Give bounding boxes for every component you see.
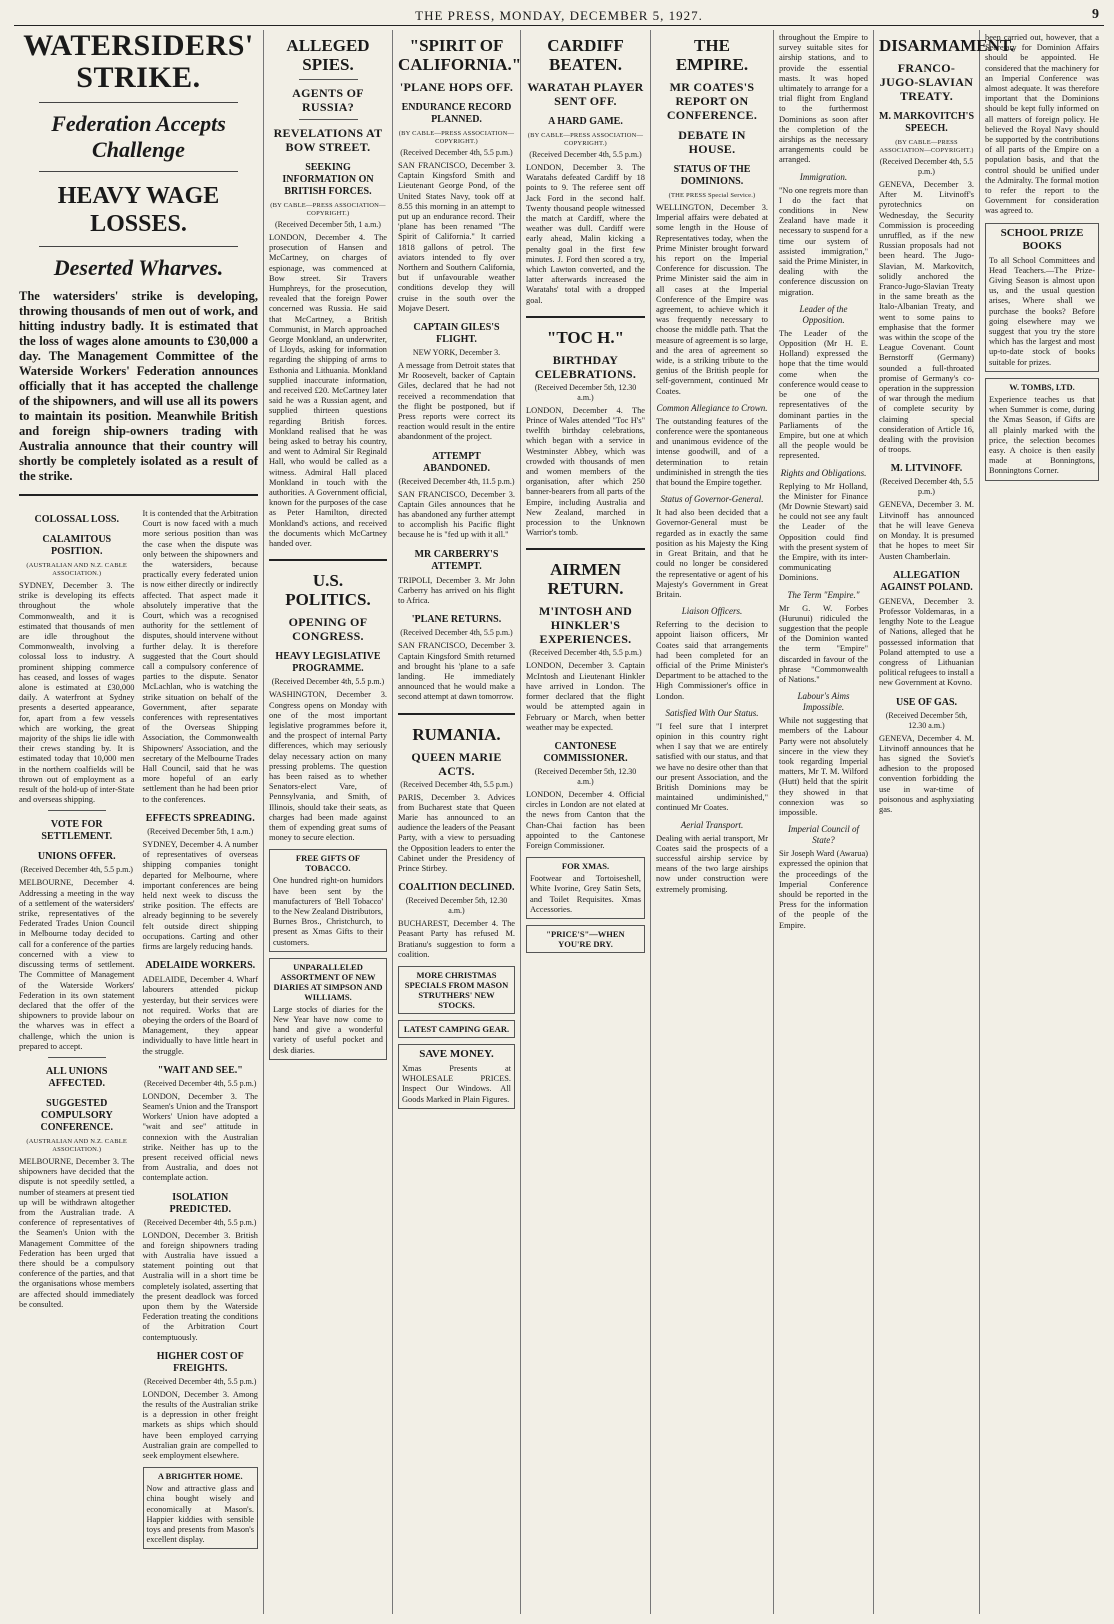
ad-body: Footwear and Tortoiseshell, White Ivorine, Grey Satin Sets, and Toilet Requisites. Xmas Accessories. [530,874,641,914]
divider [48,1057,106,1058]
article-empire-conclusion [980,30,1104,1614]
section-subhead: Satisfied With Our Status. [665,707,759,718]
section-title: COALITION DECLINED. [398,882,515,894]
article-cardiff-beaten [521,30,651,1614]
divider [48,810,106,811]
section-subhead: Rights and Obligations. [780,467,867,478]
article-the-empire [651,30,774,1614]
article-body: SAN FRANCISCO, December 3. Captain Kingsford Smith and Lieutenant George Pond, of the United States Navy, took off at 8.55 this morning in an attempt to put up an endurance record. Their 'plane has been renamed "The Spirit of California." It carried 1818 gallons of petrol. The aviators intended to fly over Northern and Southern California, but if unfavourable weather conditions develop they will cruise in the south over the Mojave Desert. [398,161,515,313]
headline: "TOC H." [546,327,625,347]
special-service-credit: (THE PRESS Special Service.) [668,192,756,199]
subcolumn-right [143,506,259,1549]
article-body: It had also been decided that a Governor-General must be regarded as in exactly the same position as his Majesty the King in Great Britain, and that he could no longer be considered the representative or agent of his Majesty's Government in Great Britain. [656,508,768,599]
divider [19,494,258,496]
section-subhead: Liaison Officers. [681,606,743,617]
article-body: Replying to Mr Holland, the Minister for Finance (Mr Downie Stewart) said he could not see any fault the Leader of the Opposition could find with the present system of the Empire, with its inter-communicating Dominions. [779,481,868,583]
cable-credit: (AUSTRALIAN AND N.Z. CABLE ASSOCIATION.) [26,1137,128,1153]
article-body: SYDNEY, December 4. A number of representatives of overseas shipping companies tonight departed for Melbourne, where important conferences are being held next week to discuss the strike position. The effects are already beginning to be severely felt outside direct shipping occupations. Carting and other firms are largely reducing hands. [142,839,258,951]
subheadline: SEEKING INFORMATION ON BRITISH FORCES. [282,162,374,197]
headline: ALLEGED SPIES. [286,36,370,74]
article-body: SYDNEY, December 3. The strike is developing its effects throughout the whole Commonwealth, and it is estimated that thousands of men are idle throughout the Commonwealth, involving a colossal loss to industry. A prominent shipping commerce has ceased, and losses of wages alone is estimated at £30,000 daily. A waterfront at Sydney presents a deserted appearance, for, apart from a few vessels which are working, the great majority of the ships lie idle with their crews standing by. It is estimated today that 10,000 men in the northern coalfields will be thrown out of employment as a result of the hold-up of inter-State and overseas shipping. [19,581,135,805]
divider [526,548,645,550]
advertisement [269,958,387,1060]
article-body: Mr G. W. Forbes (Hurunui) ridiculed the suggestion that the people of the Dominion wanted the term "Empire" discarded in favour of the phrase "Commonwealth of Nations." [779,603,868,684]
advertisement [398,966,515,1014]
cable-credit: (BY CABLE—PRESS ASSOCIATION—COPYRIGHT.) [270,202,386,217]
advertisement [143,1467,259,1549]
article-body: GENEVA, December 3. Professor Voldemaras, in a lengthy Note to the League of Nations, alleged that he possessed information that Poland attempted to use a congress of Lithuanian political refugees to install a new Government at Kovno. [879,596,974,688]
section-title: "WAIT AND SEE." [157,1064,243,1076]
article-disarmament [874,30,1015,1614]
ad-title: LATEST CAMPING GEAR. [403,1023,510,1034]
received-line: (Received December 5th, 12.30 a.m.) [405,896,508,916]
subheadline: FRANCO-JUGO-SLAVIAN TREATY. [879,61,974,103]
article-body: "No one regrets more than I do the fact that conditions in New Zealand have made it necessary to suspend for a time our system of assisted immigration," said the Prime Minister, in dealing with the conference discussion on migration. [779,185,868,297]
divider [299,119,358,120]
ad-title: SAVE MONEY. [419,1047,494,1060]
cable-credit: (BY CABLE—PRESS ASSOCIATION—COPYRIGHT.) [527,132,644,147]
advertisement [985,378,1099,481]
subheadline: HEAVY LEGISLATIVE PROGRAMME. [275,651,381,675]
section-title: USE OF GAS. [895,696,958,708]
article-body: SAN FRANCISCO, December 3. Captain Giles announces that he has abandoned any further attempt to accomplish his Pacific flight because he is "fed up with it all." [398,489,515,540]
article-body: SAN FRANCISCO, December 3. Captain Kingsford Smith returned and brought his 'plane to a safe landing. He immediately announced that he would make a second attempt at dawn tomorrow. [398,641,515,702]
headline: RUMANIA. [412,724,501,744]
article-body: LONDON, December 3. Captain McIntosh and Lieutenant Hinkler have arrived in London. The former declared that the flight would be attempted again in February or March, when better weather may be expected. [526,661,645,732]
received-line: (Received December 4th, 5.5 p.m.) [400,628,513,638]
subheadline: A HARD GAME. [548,116,623,127]
ad-body: Experience teaches us that when Summer is come, during the Xmas Season, if Gifts are all plainly marked with the price, the selection becomes easy. A choice is then easily made at Bonningtons, Bonningtons Corner. [989,394,1095,476]
article-body: LONDON, December 3. The Waratahs defeated Cardiff by 18 points to 9. The referee sent off Jack Ford in the second half. Twenty thousand people witnessed the match at Cardiff, where the weather was dull. Cardiff were early ahead, Malin kicking a penalty goal in the first few minutes. J. Ford then scored a try, which Lawton converted, and the latter afterwards increased the Waratahs' total with a dropped goal. [526,163,645,305]
article-body: TRIPOLI, December 3. Mr John Carberry has arrived on his flight to Africa. [398,575,515,606]
subcolumns [19,506,258,1549]
received-line: (Received December 5th, 12.30 a.m.) [534,382,637,402]
received-line: (Received December 4th, 5.5 p.m.) [271,677,385,687]
section-subhead: Aerial Transport. [680,819,744,830]
ad-body: Large stocks of diaries for the New Year have now come to hand and give a wonderful variety of useful pocket and desk diaries. [273,1004,383,1055]
section-title: M. LITVINOFF. [890,463,963,475]
ad-title: FREE GIFTS OF TOBACCO. [295,853,361,874]
subheadline: OPENING OF CONGRESS. [288,615,368,644]
article-body: WELLINGTON, December 3. Imperial affairs were debated at some length in the House of Representatives today, when the Prime Minister brought forward his report on the Imperial Conference for discussion. The Prime Minister said the aim in all cases at the Imperial Conference of the Empire was agreement, to achieve which it was frequently necessary to choose the middle path. That the measure of agreement is so large, and the area of agreement so wide, is a striking tribute to the genius of the British people for self-government, continued Mr Coates. [656,203,768,396]
article-body: been carried out, however, that a Secretary for Dominion Affairs should be appointed. He considered that the machinery for an Imperial Conference was almost adequate. It was therefore important that the Dominions should be kept fully informed on all matters of foreign policy. He believed the Royal Navy should be supported by the contributions of all parts of the Empire on a population basis, and that the control should be unified under the Admiralty. The formal motion to refer the report to the Government for consideration was agreed to. [985,33,1099,216]
section-subhead: Leader of the Opposition. [799,303,848,325]
received-line: (Received December 4th, 5.5 p.m.) [144,1217,257,1227]
advertisement [985,223,1099,372]
cable-credit: (BY CABLE—PRESS ASSOCIATION—COPYRIGHT.) [879,139,974,154]
article-body: Sir Joseph Ward (Awarua) expressed the opinion that the proceedings of the Imperial Conference should be reported in the Press for the information of the people of the Empire. [779,849,868,930]
ad-body: To all School Committees and Head Teachers.—The Prize-Giving Season is almost upon us, and the usual question arises, Where shall we purchase the books? Before going elsewhere may we suggest that you try the store which has the largest and most up-to-date stock of books suitable for prizes. [989,255,1095,367]
article-body: LONDON, December 4. Official circles in London are not elated at the news from Canton that the Chan-Chai faction has been appointed to the Cantonese Foreign Commissioner. [526,789,645,850]
article-body: "I feel sure that I interpret opinion in this country right when I say that we are entirely satisfied with our status, and that we have no desire other than that our present Association, and the British Dominions may be maintained undiminished," continued Mr Coates. [656,721,768,813]
received-line: (Received December 4th, 5.5 p.m.) [20,865,133,875]
subheadline: AGENTS OF RUSSIA? [292,86,364,114]
section-title: HIGHER COST OF FREIGHTS. [156,1350,244,1374]
subheadline-federation: Federation Accepts Challenge [51,111,226,162]
article-watersiders-strike [14,30,264,1614]
article-body: A message from Detroit states that Mr Roosevelt, backer of Captain Giles, declared that he had not received a recommendation that the flight be postponed, but if Press reports were correct its reaction would result in the entire abandonment of the project. [398,361,515,442]
columns [14,30,1104,1614]
advertisement [398,1020,515,1038]
received-line: (Received December 5th, 1 a.m.) [147,826,254,836]
section-title: CANTONESE COMMISSIONER. [543,740,628,764]
received-line: (Received December 4th, 5.5 p.m.) [144,1078,257,1088]
section-subtitle: UNIONS OFFER. [37,851,116,863]
article-body: MELBOURNE, December 3. The shipowners have decided that the dispute is not speedily settled, a number of steamers at present tied up will be withdrawn altogether from the Australian trade. A conference of representatives of the Seamen's Union with the Management Committee of the Federation has been urged that there should be a compulsory conference of the parties, and that the organisations whose members are affected should immediately be consulted. [19,1156,135,1309]
divider [39,171,238,172]
headline: THE EMPIRE. [675,36,749,74]
ad-title: A BRIGHTER HOME. [157,1471,243,1482]
article-body: Referring to the decision to appoint liaison officers, Mr Coates said that arrangements had been completed for an official of the Prime Minister's Department to be attached to the High Commissioner's office in London. [656,620,768,701]
cable-credit: (AUSTRALIAN AND N.Z. CABLE ASSOCIATION.) [26,562,128,577]
section-title: ISOLATION PREDICTED. [169,1191,231,1215]
article-body: throughout the Empire to survey suitable sites for airship stations, and to provide the essential masts. It was hoped ultimately to arrange for a trial flight from England to the furthermost Dominions as soon after the completion of the airships as the necessary arrangements could be arranged. [779,33,868,165]
received-line: (Received December 4th, 5.5 p.m.) [400,779,513,789]
headline: AIRMEN RETURN. [547,560,624,599]
advertisement [398,1044,515,1109]
section-subtitle: CALAMITOUS POSITION. [42,534,112,557]
article-body: GENEVA, December 3. M. Litvinoff has announced that he will leave Geneva on Monday. It is presumed that he hopes to meet Sir Austen Chamberlain. [879,500,974,561]
subheadline: WARATAH PLAYER SENT OFF. [527,80,644,108]
subheadline: BIRTHDAY CELEBRATIONS. [534,352,637,381]
headline: CARDIFF BEATEN. [547,36,624,74]
subheadline: QUEEN MARIE ACTS. [411,749,502,778]
divider [299,79,358,80]
article-body: Dealing with aerial transport, Mr Coates said the prospects of a successful airship service by means of the two large airships now under construction were extremely promising. [656,833,768,894]
article-body: While not suggesting that members of the Labour Party were not absolutely sincere in the view they took regarding Imperial matters, Mr T. M. Wilford (Hutt) held that the spirit they showed in that connexion was so impossible. [779,716,868,817]
headline: DISARMAMENT. [879,36,1015,55]
ad-title: UNPARALLELED ASSORTMENT OF NEW DIARIES AT SIMPSON AND WILLIAMS. [273,961,383,1002]
section-title: 'PLANE RETURNS. [411,614,502,626]
section-subhead: Labour's Aims Impossible. [797,691,850,713]
divider [526,316,645,318]
subheadline: REVELATIONS AT BOW STREET. [273,126,383,154]
ad-body: Xmas Presents at WHOLESALE PRICES. Inspect Our Windows. All Goods Marked in Plain Figures. [402,1063,511,1104]
ad-title: SCHOOL PRIZE BOOKS [1000,226,1084,252]
divider [39,102,238,103]
subheadline: DEBATE IN HOUSE. [678,128,746,156]
article-spirit-of-california [393,30,521,1614]
received-line: (Received December 4th, 5.5 p.m.) [529,648,642,658]
article-empire-continued [774,30,874,1614]
article-body: PARIS, December 3. Advices from Bucharest state that Queen Marie has announced to an audience the leaders of the Peasant Party, with a view to persuading the Opposition leaders to enter the Cabinet under the Presidency of Prince Stirbey. [398,792,515,873]
received-line: (Received December 4th, 5.5 p.m.) [879,477,974,497]
article-body: GENEVA, December 4. M. Litvinoff announces that he has signed the Soviet's adhesion to the proposed convention forbidding the use in war-time of poisonous and asphyxiating gas. [879,733,974,814]
section-subhead: Status of Governor-General. [660,494,764,505]
subheadline: MR COATES'S REPORT ON CONFERENCE. [666,80,758,122]
received-line: (Received December 5th, 12.30 a.m.) [534,766,637,786]
headline: "SPIRIT OF CALIFORNIA." [398,36,522,74]
divider [398,713,515,715]
section-title: VOTE FOR SETTLEMENT. [41,819,113,843]
article-body: LONDON, December 3. British and foreign shipowners trading with Australia have issued a statement pointing out that Australia will in a short time be completely isolated, asserting that the present deadlock was forced upon them by the Waterside Federation treating the conditions of the Arbitration Court contemptuously. [142,1230,258,1342]
article-body: BUCHAREST, December 4. The Peasant Party has refused M. Bratianu's suggestion to form a coalition. [398,919,515,959]
section-title: ATTEMPT ABANDONED. [423,450,490,474]
article-body: ADELAIDE, December 4. Wharf labourers attended pickup yesterday, but their services were not required. Works that are obeying the orders of the Board of Management, they appear individually to have little heart in the struggle. [142,975,258,1056]
dateline: NEW YORK, December 3. [412,348,501,358]
section-title: ALL UNIONS AFFECTED. [46,1065,108,1089]
cable-credit: (BY CABLE—PRESS ASSOCIATION—COPYRIGHT.) [398,130,515,145]
divider [269,559,387,561]
advertisement [526,857,645,919]
article-body: LONDON, December 3. The Seamen's Union and the Transport Workers' Union have adopted a "wait and see" attitude in connexion with the Australian strike. Neither has up to the present received official news from Australia, and does not contemplate action. [142,1091,258,1183]
subheadline: M'INTOSH AND HINKLER'S EXPERIENCES. [538,604,633,647]
section-subtitle: SUGGESTED COMPULSORY CONFERENCE. [40,1097,113,1133]
subcolumn-left [19,506,135,1549]
received-line: (Received December 4th, 5.5 p.m.) [529,150,642,159]
received-line: (Received December 5th, 12.30 a.m.) [885,710,968,730]
section-title: COLOSSAL LOSS. [34,514,119,525]
received-line: (Received December 5th, 1 a.m.) [275,220,381,229]
advertisement [526,925,645,953]
section-title: ALLEGATION AGAINST POLAND. [880,569,973,593]
subheadline: 'PLANE HOPS OFF. [399,80,514,94]
section-subhead: Imperial Council of State? [788,824,859,846]
headline: U.S. POLITICS. [285,571,371,610]
article-body: GENEVA, December 3. After M. Litvinoff's pyrotechnics on Wednesday, the Security Commission is proceeding unruffled, as if the new Russian proposals had not been heard. The Jugo-Slavian, M. Markovitch, solidly anchored the Franco-Jugo-Slavian Treaty in the same breath as the Italo-Albanian Treaty, and went to some pains to emphasise that the former was within the scope of the League Covenant. Count Bernstorff (Germany) sounded a full-throated promise of Germany's co-operation in the suppression of war through the medium of complete security by claiming special consideration of Article 16, dealing with the provision of troops. [879,180,974,455]
article-body: LONDON, December 4. The Prince of Wales attended "Toc H's" twelfth birthday celebrations, which began with a service in Westminster Abbey, which was crowded with thousands of men and women members of the organisation, after which 250 banner-bearers from all parts of the Empire, including Australia and New Zealand, marched in procession to the Unknown Warrior's tomb. [526,405,645,538]
article-body: It is contended that the Arbitration Court is now faced with a much more serious position than was the case when the dispute was only between the shipowners and the watersiders, because practically every federated union is now either directly or indirectly affected. That aspect made it absolutely imperative that the Court, which was a recognised authority for the settlement of disputes, should intervene without further delay. It is therefore suggested that the Court should call a compulsory conference of parties to the dispute. Senator McLachlan, who is watching the strike situation on behalf of the Government, after separate conferences with representatives of the Overseas Shipping Association, the Commonwealth Shipowners' Association, and the secretary of the Melbourne Trades Hall Council, said that he was more hopeful of an early settlement than he had been prior to the conferences. [142,509,258,804]
ad-body: Now and attractive glass and china bought wisely and economically at Mason's. Happier kiddies with sensible toys and presents from Mason's excellent display. [146,1484,254,1545]
ad-body: One hundred right-on humidors have been sent by the manufacturers of 'Bell Tobacco' to the New Zealand Distributors, Burnes Bros., Christchurch, to present as Xmas Gifts to their customers. [273,876,384,947]
article-body: WASHINGTON, December 3. Congress opens on Monday with one of the most important legislative programmes before it, and the prospect of internal Party differences, which may seriously delay necessary action on many pressing problems. The question has been raised as to whether Senators-elect Vare, of Pennsylvania, and Smith, of Illinois, should take their seats, as charges had been made against them of expending great sums of money to secure election. [269,690,387,843]
subheadline: STATUS OF THE DOMINIONS. [673,164,751,187]
section-subhead: The Term "Empire." [787,589,860,600]
article-body: The Leader of the Opposition (Mr H. E. Holland) expressed the hope that the time would come when the conference would cease to be one of the representatives of the dominant parties in the Parliaments of the Empire, but one at which all the people would be represented. [779,328,868,461]
headline-watersiders: WATERSIDERS' [23,29,254,62]
received-line: (Received December 4th, 5.5 p.m.) [400,148,513,157]
headline-strike: STRIKE. [76,61,201,94]
lead-paragraph: The watersiders' strike is developing, throwing thousands of men out of work, and hitting industry badly. It is estimated that the loss of wages alone amounts to £30,000 a day. The Management Committee of the Waterside Workers' Federation announces officially that it has accepted the challenge of the shipowners, and will use all its powers to maintain its position. Meanwhile British and foreign ship-owners trading with Australia announce that their country will shortly be completely isolated as a result of the strike. [19,289,258,483]
received-line: (Received December 4th, 5.5 p.m.) [879,157,974,176]
ad-title: W. TOMBS, LTD. [1009,381,1075,392]
section-subhead: Immigration. [799,171,848,182]
subheadline-deserted-wharves: Deserted Wharves. [53,255,224,280]
section-title: EFFECTS SPREADING. [145,812,255,824]
divider [39,246,238,247]
article-alleged-spies [264,30,393,1614]
advertisement [269,849,387,951]
masthead-title: THE PRESS, MONDAY, DECEMBER 5, 1927. [415,7,703,23]
subheadline-wage-losses: HEAVY WAGE LOSSES. [57,183,220,237]
ad-title: "PRICE'S"—WHEN YOU'RE DRY. [546,928,625,949]
article-body: MELBOURNE, December 4. Addressing a meeting in the way of a settlement of the watersiders' strike, representatives of the Federated Trades Union Council in Melbourne today decided to call for a conference of the parties concerned with a view to discussing terms of settlement. The Committee of Management of the Waterside Workers' Federation in its own statement declared that the offer of the shipowners to provide labour on the wharves was in effect a challenge, which the union is prepared to accept. [19,878,135,1051]
article-body: The outstanding features of the conference were the spontaneous and unanimous evidence of the intense goodwill, and of a determination to retain undiminished in strength the ties that bound the Empire together. [656,416,768,488]
received-line: (Received December 4th, 5.5 p.m.) [144,1376,257,1386]
section-title: CAPTAIN GILES'S FLIGHT. [413,322,500,346]
received-line: (Received December 4th, 11.5 p.m.) [398,476,515,486]
masthead [14,6,1104,26]
article-body: LONDON, December 3. Among the results of the Australian strike is a depression in other freight markets as ships which should have been employed carrying Australian grain are compelled to seek employment elsewhere. [142,1389,258,1461]
subheadline: ENDURANCE RECORD PLANNED. [401,102,512,125]
ad-title: MORE CHRISTMAS SPECIALS FROM MASON STRUTHERS' NEW STOCKS. [404,969,509,1010]
section-subhead: Common Allegiance to Crown. [656,402,768,413]
page-number: 9 [1092,7,1100,22]
article-body: LONDON, December 4. The prosecution of Hansen and McCartney, on charges of espionage, was commenced at Bow street. Sir Travers Humphreys, for the prosecution, revealed that the foreign Power concerned was Russia. He said that McCartney, a British Communist, in March approached George Monkland, an underwriter, of Lloyds, asking for information regarding the shipping of arms to Esthonia and Lithuania. Monkland supplied inaccurate information, and received £20. McCartney later said he was a Russian agent, and supplied thirteen questions regarding British forces. Monkland realised that he was being asked to betray his country, and went to Admiral Sir Reginald Hall, who would be called as a witness. Admiral Hall placed Monkland in touch with the authorities. A Government official, known for the purposes of the case as Peter Hamilton, directed Monkland's actions, and received the documents which McCartney handed over. [269,233,387,549]
section-title: ADELAIDE WORKERS. [145,960,256,972]
ad-title: FOR XMAS. [561,861,610,872]
subheadline: M. MARKOVITCH'S SPEECH. [879,111,974,134]
section-title: MR CARBERRY'S ATTEMPT. [414,548,499,572]
